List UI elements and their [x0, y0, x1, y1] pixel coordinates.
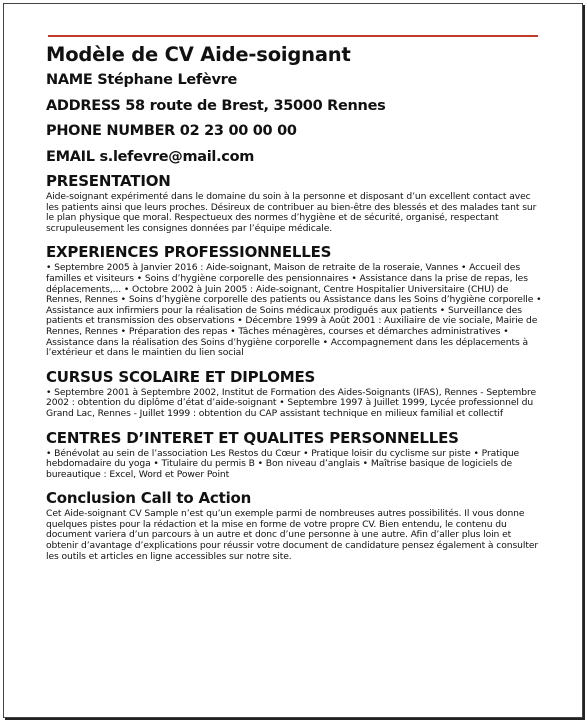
section-body-experiences: • Septembre 2005 à Janvier 2016 : Aide-soignant, Maison de retraite de la roseraie, Vannes • Accueil des familles et visiteurs • Soins d’hygiène corporelle des pensionnaires • Assistance dans la prise de repas, les déplacements,... • Octobre 2002 à Juin 2005 : Aide-soignant, Centre Hospitalier Universitaire (CHU) de Rennes, Rennes • Soins d’hygiène corporelle des patients ou Assistance dans les Soins d’hygiène corporelle • Assistance aux infirmiers pour la réalisation de Soins médicaux prodigués aux patients • Surveillance des patients et transmission des observations • Décembre 1999 à Août 2001 : Auxiliaire de vie sociale, Mairie de Rennes, Rennes • Préparation des repas • Tâches ménagères, courses et démarches administratives • Assistance dans la réalisation des Soins d’hygiène corporelle • Accompagnement dans les déplacements à l’extérieur et dans le maintien du lien social	[46, 262, 542, 359]
contact-address: ADDRESS 58 route de Brest, 35000 Rennes	[46, 97, 386, 114]
page-title: Modèle de CV Aide-soignant	[46, 43, 351, 66]
section-heading-education: CURSUS SCOLAIRE ET DIPLOMES	[46, 367, 316, 386]
section-heading-experiences: EXPERIENCES PROFESSIONNELLES	[46, 243, 332, 262]
section-heading-conclusion: Conclusion Call to Action	[46, 489, 252, 508]
section-body-presentation: Aide-soignant expérimenté dans le domaine du soin à la personne et disposant d’un excellent contact avec les patients ainsi que leurs proches. Désireux de contribuer au bien-être des blessés et des malades tant sur le plan physique que moral. Respectueux des normes d’hygiène et de sécurité, organisé, respectant scrupuleusement les consignes données par l’équipe médicale.	[46, 191, 537, 234]
title-accent-line	[48, 35, 538, 37]
contact-name: NAME Stéphane Lefèvre	[46, 72, 237, 88]
section-body-conclusion: Cet Aide-soignant CV Sample n’est qu’un exemple parmi de nombreuses autres possibilités. Il vous donne quelques pistes pour la rédaction et la mise en forme de votre propre CV. Bien entendu, le contenu du document variera d’un parcours à un autre et donc d’une personne à une autre. Afin d’aller plus loin et obtenir d’avantage d’explications pour réussir votre document de candidature pensez également à consulter les outils et articles en ligne accessibles sur notre site.	[46, 508, 539, 562]
cv-page	[3, 3, 583, 718]
cv-content	[46, 42, 546, 569]
section-body-interests: • Bénévolat au sein de l’association Les Restos du Cœur • Pratique loisir du cyclisme sur piste • Pratique hebdomadaire du yoga • Titulaire du permis B • Bon niveau d’anglais • Maîtrise basique de logiciels de bureautique : Excel, Word et Power Point	[46, 447, 520, 480]
section-body-education: • Septembre 2001 à Septembre 2002, Institut de Formation des Aides-Soignants (IFAS), Rennes - Septembre 2002 : obtention du diplôme d’état d’aide-soignant • Septembre 1997 à Juillet 1999, Lycée professionnel du Grand Lac, Rennes - Juillet 1999 : obtention du CAP assistant technique en milieux familial et collectif	[46, 386, 536, 419]
section-heading-presentation: PRESENTATION	[46, 172, 171, 190]
contact-phone: PHONE NUMBER 02 23 00 00 00	[46, 123, 297, 139]
section-heading-interests: CENTRES D’INTERET ET QUALITES PERSONNELLES	[46, 428, 459, 447]
contact-email: EMAIL s.lefevre@mail.com	[46, 148, 255, 165]
